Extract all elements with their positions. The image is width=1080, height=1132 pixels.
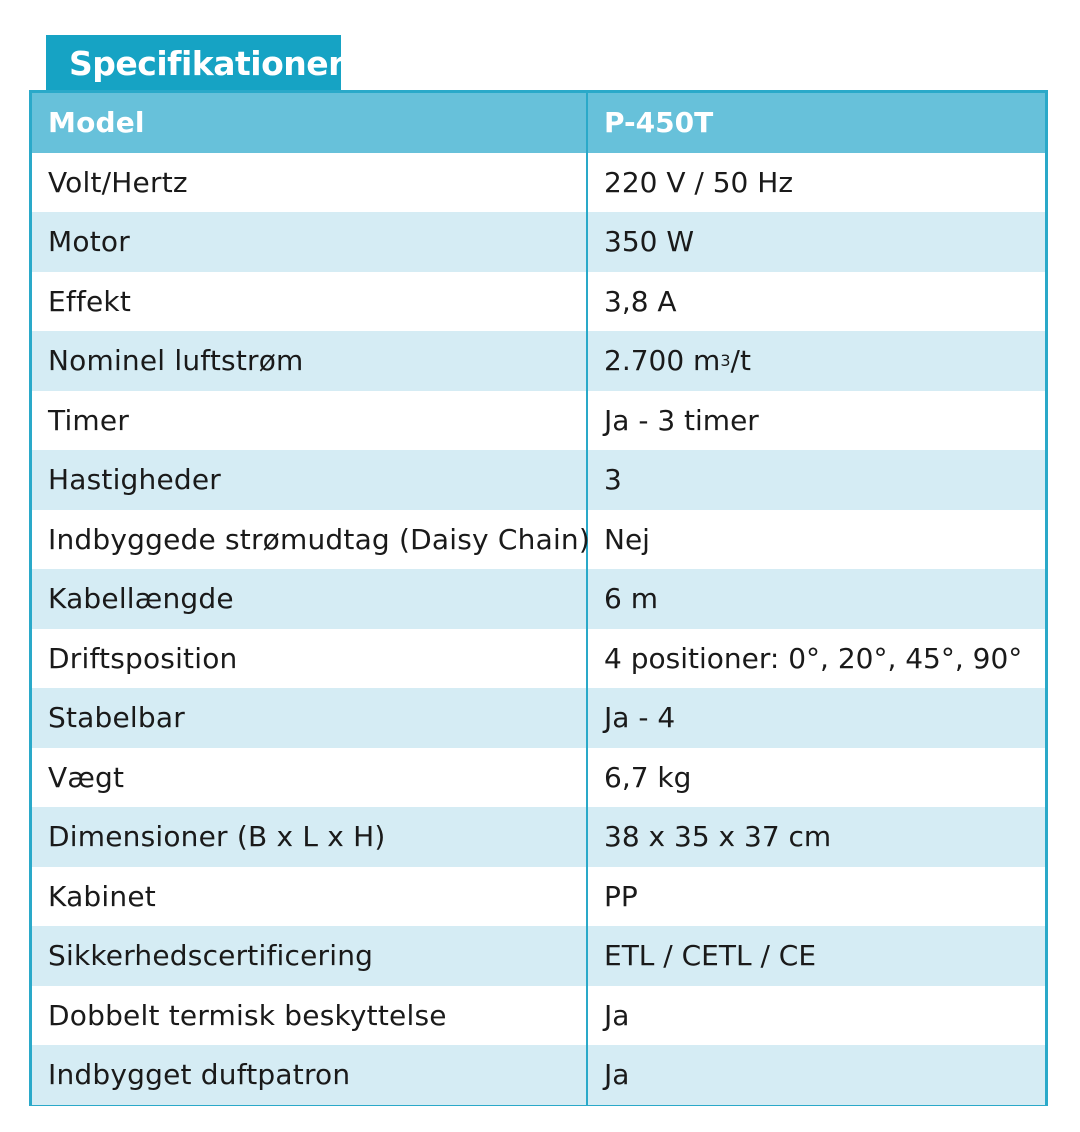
- row-label: Nominel luftstrøm: [32, 331, 588, 391]
- row-value: [588, 450, 1045, 510]
- row-value: [588, 272, 1045, 332]
- table-row: [32, 867, 1045, 927]
- table-row: [32, 986, 1045, 1046]
- table-row: [32, 748, 1045, 808]
- row-value: [588, 153, 1045, 213]
- row-value-text: Ja: [604, 1058, 630, 1092]
- row-value-text: Ja - 3 timer: [604, 403, 759, 437]
- row-value: [588, 212, 1045, 272]
- table-row: [32, 510, 1045, 570]
- table-body: [32, 153, 1045, 1105]
- row-value: [588, 510, 1045, 570]
- row-label: Effekt: [32, 272, 588, 332]
- specifications-table: [29, 90, 1048, 1106]
- section-title-tab: Specifikationer: [46, 35, 341, 93]
- row-label: Motor: [32, 212, 588, 272]
- row-label: Kabinet: [32, 867, 588, 927]
- row-value-text: 6 m: [604, 582, 658, 616]
- row-value-text: Nej: [604, 522, 650, 556]
- row-value: [588, 807, 1045, 867]
- row-label: Dobbelt termisk beskyttelse: [32, 986, 588, 1046]
- table-row: [32, 391, 1045, 451]
- row-value-text: ETL / CETL / CE: [604, 939, 817, 973]
- row-label: Vægt: [32, 748, 588, 808]
- row-value: [588, 926, 1045, 986]
- row-label: Kabellængde: [32, 569, 588, 629]
- row-value-text: 3: [604, 463, 622, 497]
- row-value: [588, 986, 1045, 1046]
- row-label: Driftsposition: [32, 629, 588, 689]
- row-value-text: 2.700 m: [604, 344, 721, 378]
- row-value-text: 220 V / 50 Hz: [604, 165, 794, 199]
- row-label: Volt/Hertz: [32, 153, 588, 213]
- row-value-text: 6,7 kg: [604, 760, 692, 794]
- row-value-text: Ja: [604, 998, 630, 1032]
- table-row: [32, 272, 1045, 332]
- row-label: Hastigheder: [32, 450, 588, 510]
- table-row: [32, 1045, 1045, 1105]
- table-row: [32, 688, 1045, 748]
- header-value: P-450T: [604, 106, 714, 140]
- row-label: Timer: [32, 391, 588, 451]
- row-label: Dimensioner (B x L x H): [32, 807, 588, 867]
- row-value-text: 4 positioner: 0°, 20°, 45°, 90°: [604, 641, 1023, 675]
- row-value-text: 350 W: [604, 225, 695, 259]
- row-value-text: 3,8 A: [604, 284, 677, 318]
- row-value: [588, 569, 1045, 629]
- row-label: Stabelbar: [32, 688, 588, 748]
- row-value: [588, 391, 1045, 451]
- table-row: [32, 807, 1045, 867]
- row-value: [588, 629, 1045, 689]
- table-row: [32, 450, 1045, 510]
- row-label: Indbygget duftpatron: [32, 1045, 588, 1105]
- row-value-text: PP: [604, 879, 638, 913]
- row-value: [588, 1045, 1045, 1105]
- table-row: [32, 926, 1045, 986]
- row-value: 2.700 m 3 /t: [604, 344, 751, 378]
- header-label: Model: [32, 93, 588, 153]
- table-row: [32, 153, 1045, 213]
- row-value: [588, 688, 1045, 748]
- row-value-text: Ja - 4: [604, 701, 676, 735]
- table-row: [32, 331, 1045, 391]
- row-value-suffix: /t: [730, 344, 751, 378]
- table-row: [32, 629, 1045, 689]
- table-row: [32, 569, 1045, 629]
- table-row: [32, 212, 1045, 272]
- row-label: Indbyggede strømudtag (Daisy Chain): [32, 510, 588, 570]
- row-value-text: 38 x 35 x 37 cm: [604, 820, 832, 854]
- row-value: [588, 867, 1045, 927]
- table-header-row: [32, 93, 1045, 153]
- row-value: [588, 748, 1045, 808]
- row-label: Sikkerhedscertificering: [32, 926, 588, 986]
